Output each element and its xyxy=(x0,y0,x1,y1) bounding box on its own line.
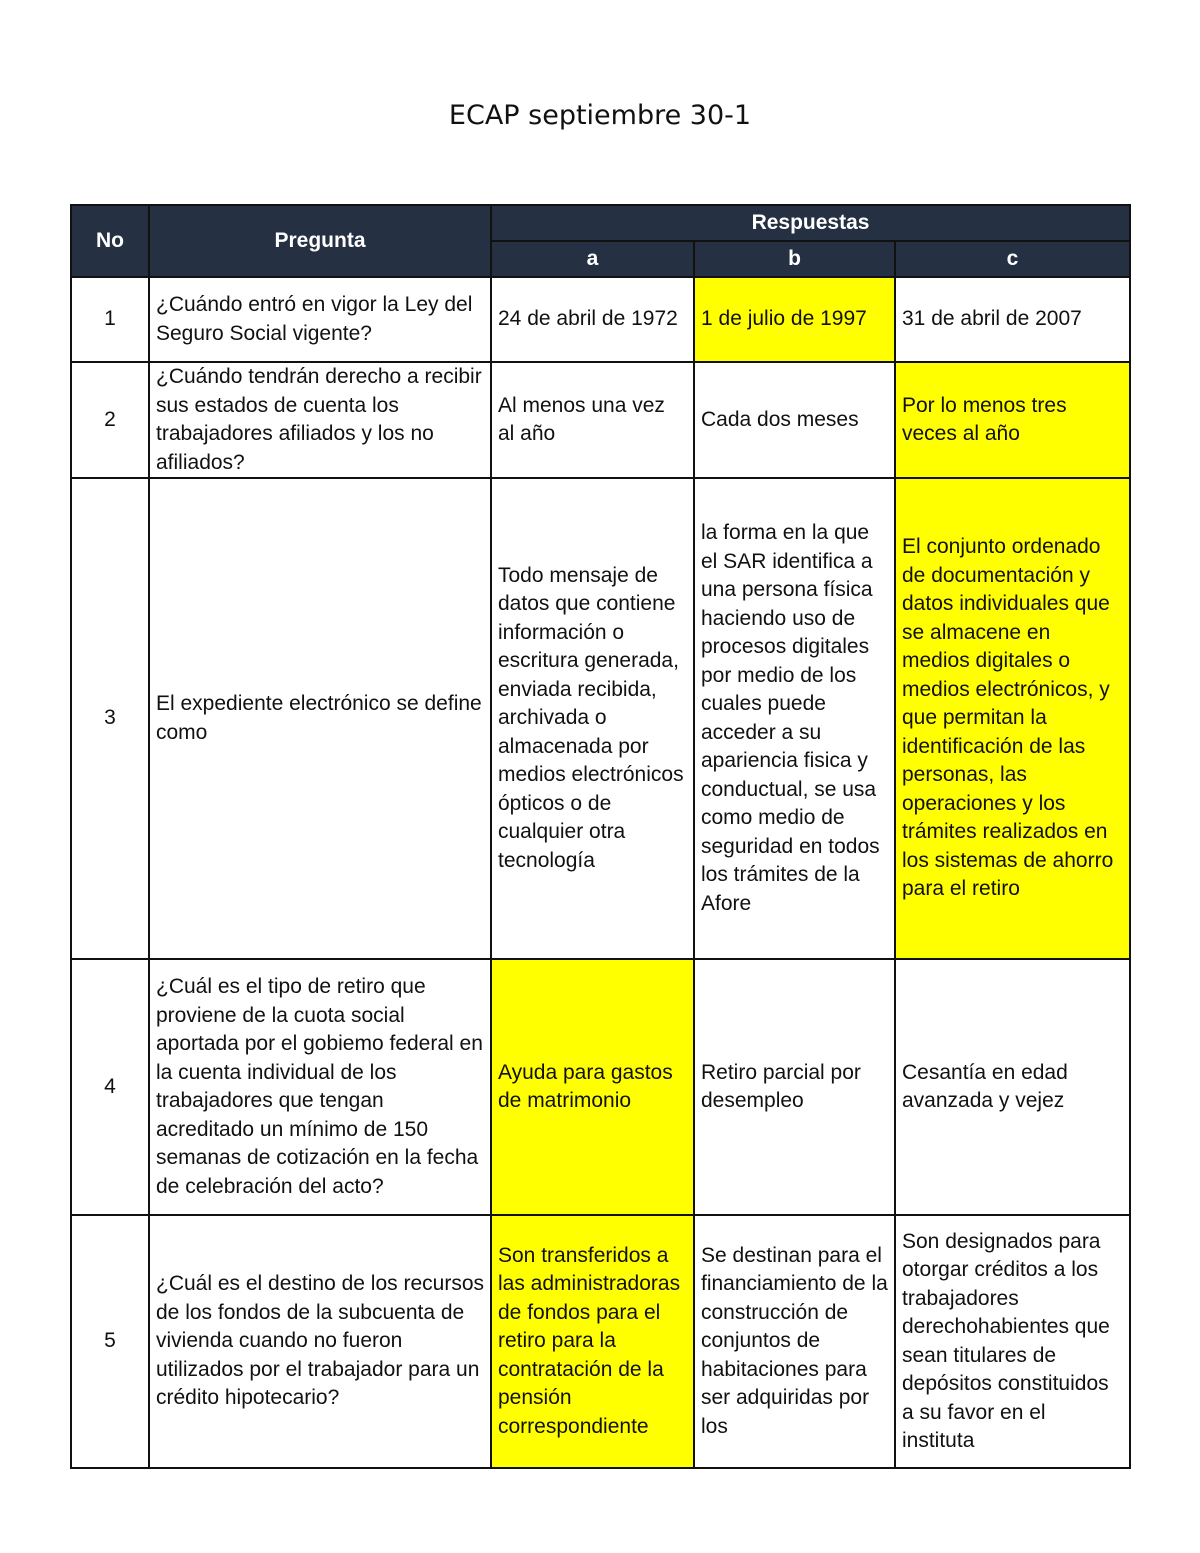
question-text: ¿Cuál es el destino de los recursos de los fondos de la subcuenta de vivienda cuando no fueron utilizados por el trabajador para un crédito hipotecario? xyxy=(149,1215,491,1468)
header-option-b: b xyxy=(694,241,895,277)
table-row xyxy=(71,277,1130,362)
question-text: ¿Cuándo entró en vigor la Ley del Seguro Social vigente? xyxy=(149,277,491,362)
row-number: 5 xyxy=(71,1215,149,1468)
table-row xyxy=(71,1215,1130,1468)
table-row xyxy=(71,362,1130,478)
row-number: 3 xyxy=(71,478,149,959)
answer-b: Cada dos meses xyxy=(694,362,895,478)
answer-a: Todo mensaje de datos que contiene información o escritura generada, enviada recibida, archivada o almacenada por medios electrónicos ópticos o de cualquier otra tecnología xyxy=(491,478,694,959)
answer-b-highlighted: 1 de julio de 1997 xyxy=(694,277,895,362)
question-text: ¿Cuándo tendrán derecho a recibir sus estados de cuenta los trabajadores afiliados y los no afiliados? xyxy=(149,362,491,478)
answer-c: Cesantía en edad avanzada y vejez xyxy=(895,959,1130,1215)
answer-a-highlighted: Ayuda para gastos de matrimonio xyxy=(491,959,694,1215)
question-text: ¿Cuál es el tipo de retiro que proviene de la cuota social aportada por el gobiemo federal en la cuenta individual de los trabajadores que tengan acreditado un mínimo de 150 semanas de cotización en la fecha de celebración del acto? xyxy=(149,959,491,1215)
answer-a: 24 de abril de 1972 xyxy=(491,277,694,362)
answer-a: Al menos una vez al año xyxy=(491,362,694,478)
row-number: 1 xyxy=(71,277,149,362)
header-option-a: a xyxy=(491,241,694,277)
row-number: 4 xyxy=(71,959,149,1215)
answer-a-highlighted: Son transferidos a las administradoras de fondos para el retiro para la contratación de la pensión correspondiente xyxy=(491,1215,694,1468)
answer-c: Son designados para otorgar créditos a los trabajadores derechohabientes que sean titulares de depósitos constituidos a su favor en el instituta xyxy=(895,1215,1130,1468)
question-text: El expediente electrónico se define como xyxy=(149,478,491,959)
answer-b: Retiro parcial por desempleo xyxy=(694,959,895,1215)
row-number: 2 xyxy=(71,362,149,478)
header-option-c: c xyxy=(895,241,1130,277)
answer-c-highlighted: Por lo menos tres veces al año xyxy=(895,362,1130,478)
document-title: ECAP septiembre 30-1 xyxy=(448,100,752,131)
table-row xyxy=(71,478,1130,959)
header-no: No xyxy=(71,205,149,277)
quiz-table xyxy=(70,204,1131,1469)
header-answers: Respuestas xyxy=(491,205,1130,241)
answer-b: la forma en la que el SAR identifica a una persona física haciendo uso de procesos digitales por medio de los cuales puede acceder a su apariencia fisica y conductual, se usa como medio de seguridad en todos los trámites de la Afore xyxy=(694,478,895,959)
header-question: Pregunta xyxy=(149,205,491,277)
answer-c-highlighted: El conjunto ordenado de documentación y datos individuales que se almacene en medios digitales o medios electrónicos, y que permitan la identificación de las personas, las operaciones y los trámites realizados en los sistemas de ahorro para el retiro xyxy=(895,478,1130,959)
answer-c: 31 de abril de 2007 xyxy=(895,277,1130,362)
table-row xyxy=(71,959,1130,1215)
answer-b: Se destinan para el financiamiento de la construcción de conjuntos de habitaciones para ser adquiridas por los xyxy=(694,1215,895,1468)
